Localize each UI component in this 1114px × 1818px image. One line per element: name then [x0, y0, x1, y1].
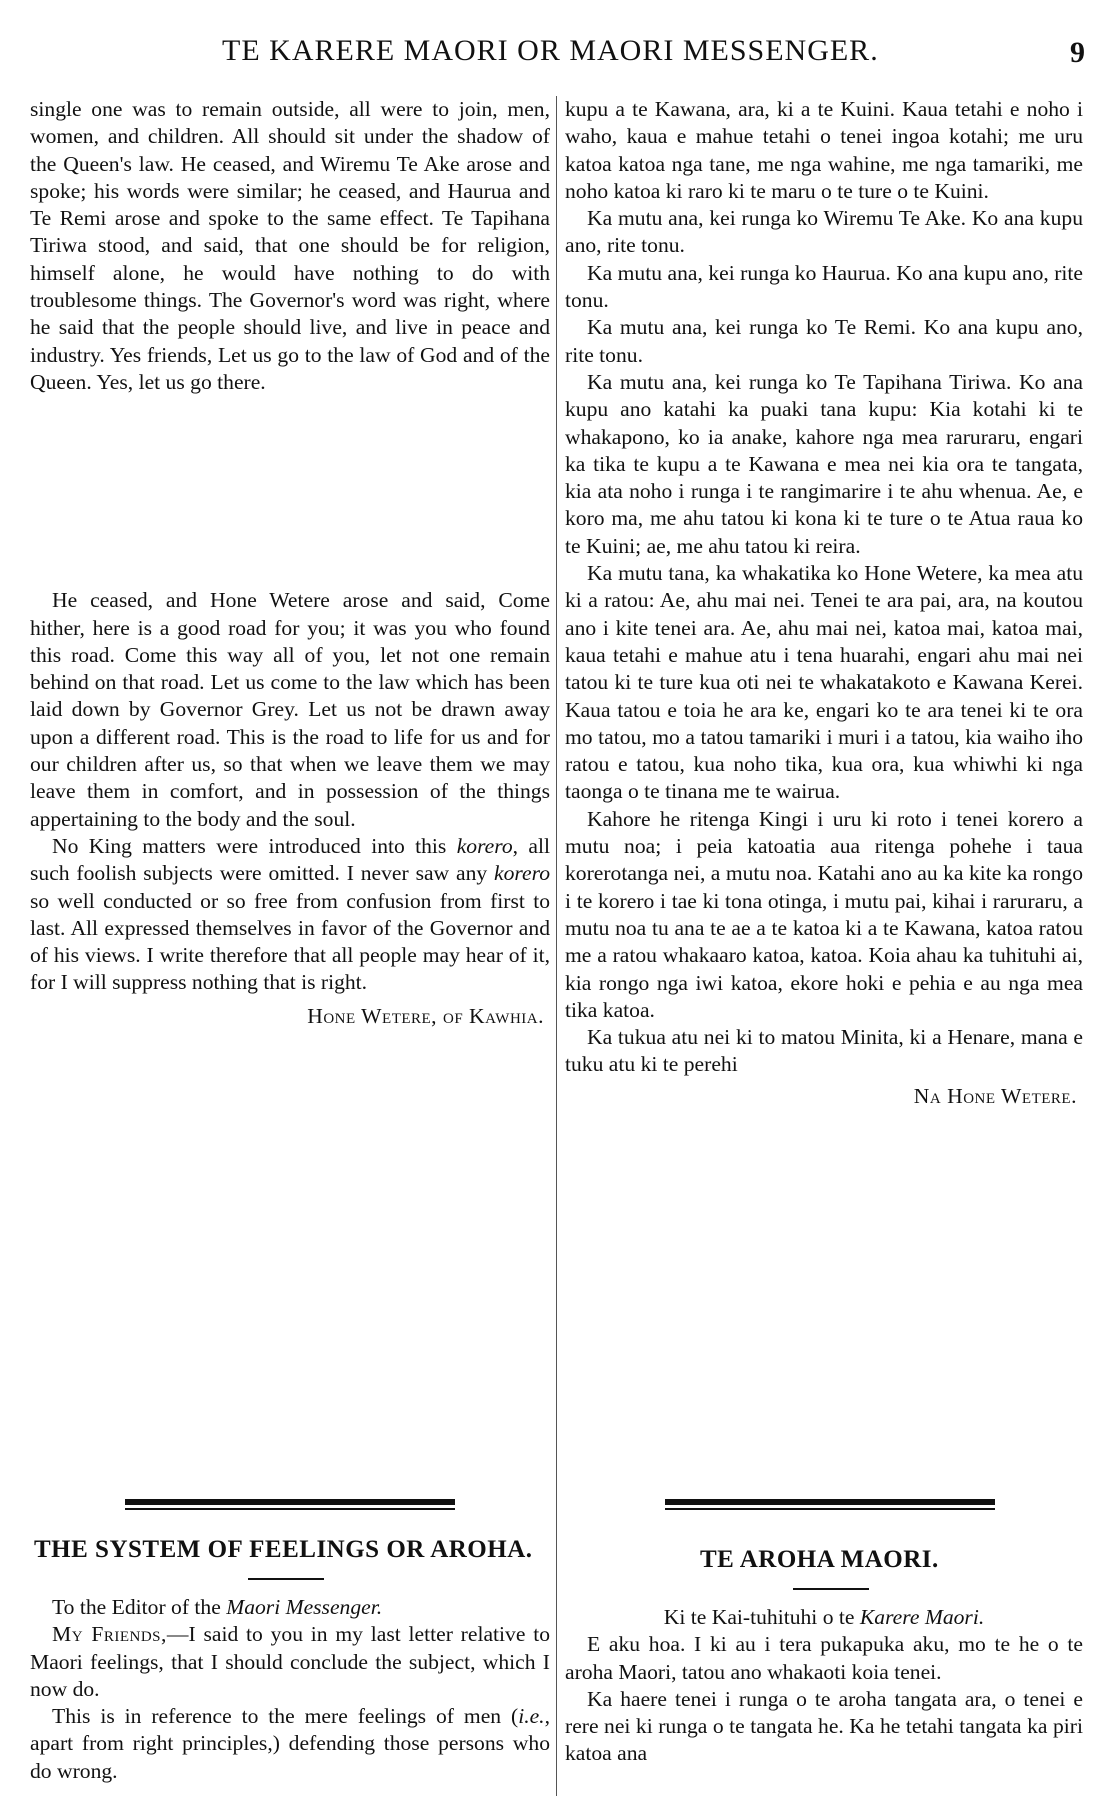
english-section-title: THE SYSTEM OF FEELINGS OR AROHA.	[34, 1536, 533, 1563]
maori-paragraph-5: Ka mutu ana, kei runga ko Te Tapihana Tiriwa. Ko ana kupu ano katahi ka puaki tana kupu: Kia kotahi ki te whakapono, ko ia anake, kahore nga mea raruraru, engari ka tika te kupu a te Kawana e mea nei kia ora te tangata, kia ata noho i runga i te rangimarire i te ahu whenua. Ae, e koro ma, me ahu tatou ki kona ki te ture o te Atua raua ko te Kuini; ae, me ahu tatou ki reira.	[565, 369, 1083, 558]
maori-column	[565, 96, 1083, 1110]
maori-paragraph-4: Ka mutu ana, kei runga ko Te Remi. Ko ana kupu ano, rite tonu.	[565, 315, 1083, 367]
english-letter	[30, 1594, 550, 1785]
maori-title-rule	[793, 1588, 869, 1590]
english-paragraph-3: No King matters were introduced into this korero, all such foolish subjects were omitted. I never saw any korero so well conducted or so free from confusion from first to last. All expressed themselves in favor of the Governor and of his views. I write therefore that all people may hear of it, for I will suppress nothing that is right.	[30, 833, 550, 995]
page-header	[0, 34, 1114, 74]
maori-to-editor: Ki te Kai-tuhituhi o te Karere Maori.	[663, 1605, 985, 1629]
column-gap	[30, 396, 550, 587]
english-title-rule	[248, 1578, 324, 1580]
maori-paragraph-2: Ka mutu ana, kei runga ko Wiremu Te Ake. Ko ana kupu ano, rite tonu.	[565, 206, 1083, 258]
maori-paragraph-1: kupu a te Kawana, ara, ki a te Kuini. Kaua tetahi e noho i waho, kaua e mahue tetahi o tenei ingoa kotahi; me uru katoa katoa nga tane, me nga wahine, me nga tamariki, me noho katoa ki raro ki te maru o te ture o te Kuini.	[565, 97, 1083, 203]
maori-letter	[565, 1604, 1083, 1768]
english-to-editor: To the Editor of the Maori Messenger.	[52, 1595, 383, 1619]
right-section-rule-thin	[665, 1508, 995, 1510]
left-section-rule-thin	[125, 1508, 455, 1510]
masthead-title: TE KARERE MAORI OR MAORI MESSENGER.	[222, 34, 879, 67]
english-column	[30, 96, 550, 1030]
english-paragraph-1: single one was to remain outside, all were to join, men, women, and children. All should sit under the shadow of the Queen's law. He ceased, and Wiremu Te Ake arose and spoke; his words were similar; he ceased, and Haurua and Te Remi arose and spoke to the same effect. Te Tapihana Tiriwa stood, and said, that one should be for religion, himself alone, he would have nothing to do with troublesome things. The Governor's word was right, where he said that the people should live, and live in peace and industry. Yes friends, Let us go to the law of God and of the Queen. Yes, let us go there.	[30, 97, 550, 394]
column-divider	[556, 96, 557, 1796]
right-section-rule-thick	[665, 1499, 995, 1505]
maori-paragraph-3: Ka mutu ana, kei runga ko Haurua. Ko ana kupu ano, rite tonu.	[565, 260, 1083, 313]
maori-signature: Na Hone Wetere.	[913, 1083, 1077, 1108]
maori-letter-paragraph-2: Ka haere tenei i runga o te aroha tangata ara, o tenei e rere nei ki runga o te tangata he. Ka he tetahi tangata ka piri katoa ana	[565, 1686, 1083, 1766]
page-number: 9	[1070, 36, 1085, 69]
left-section-rule-thick	[125, 1499, 455, 1505]
english-signature: Hone Wetere, of Kawhia.	[307, 1003, 544, 1028]
english-letter-paragraph-1: My Friends,—I said to you in my last letter relative to Maori feelings, that I should conclude the subject, which I now do.	[30, 1622, 550, 1701]
maori-letter-paragraph-1: E aku hoa. I ki au i tera pukapuka aku, mo te he o te aroha Maori, tatou ano whakaoti koia tenei.	[565, 1632, 1083, 1684]
maori-paragraph-7: Kahore he ritenga Kingi i uru ki roto i tenei korero a mutu noa; i peia katoatia aua ritenga pohehe i taua korerotanga nei, a mutu noa. Katahi ano au ka kite ka rongo i te korero i tae ki tona otinga, i mutu pai, kihai i raruraru, a mutu noa tu ana te ae a te katoa ki a te Kawana, katoa ratou me a ratou whakaaro katoa, katoa. Koia ahau ka tuhituhi ai, kia rongo nga iwi katoa, ekore hoki e pehia e au nga mea tika katoa.	[565, 806, 1083, 1022]
english-paragraph-2: He ceased, and Hone Wetere arose and said, Come hither, here is a good road for you; it was you who found this road. Come this way all of you, let not one remain behind on that road. Let us come to the law which has been laid down by Governor Grey. Let us not be drawn away upon a different road. This is the road to life for us and for our children after us, so that when we leave them we may leave them in comfort, and in possession of the things appertaining to the body and the soul.	[30, 588, 550, 831]
maori-paragraph-8: Ka tukua atu nei ki to matou Minita, ki a Henare, mana e tuku atu ki te perehi	[565, 1025, 1083, 1077]
maori-paragraph-6: Ka mutu tana, ka whakatika ko Hone Wetere, ka mea atu ki a ratou: Ae, ahu mai nei. Tenei te ara pai, ara, na koutou ano i kite tenei ara. Ae, ahu mai nei, katoa mai, katoa mai, kaua tetahi e mahue atu i tena huarahi, engari ahu mai nei tatou ki te ture kua oti nei te whakatakoto e Kawana Kerei. Kaua tatou e toia he ara ke, engari ko te ara tenei ki te ora mo tatou, mo a tatou tamariki i muri i a tatou, kia waiho iho ratou e tatou, kua noho tika, kua ora, kua whiwhi ki nga taonga o te tinana me te wairua.	[565, 561, 1083, 804]
maori-section-title: TE AROHA MAORI.	[700, 1546, 939, 1573]
english-letter-paragraph-2: This is in reference to the mere feelings of men (i.e., apart from right principles,) defending those persons who do wrong.	[30, 1704, 550, 1783]
